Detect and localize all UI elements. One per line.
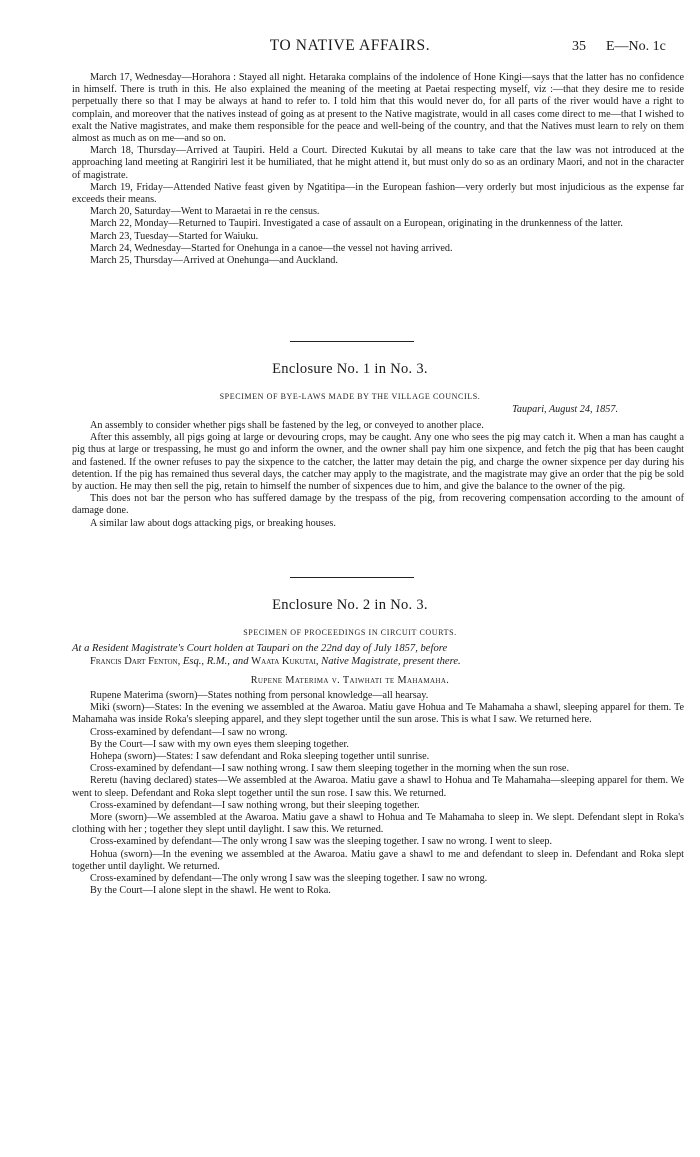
- journal-entries: [72, 72, 684, 267]
- testimony-paragraph: More (sworn)—We assembled at the Awaroa. Matiu gave a shawl to Hohua and Te Mahamaha to sleep in. We slept. Defendant slept in Roka's clothing with her ; together they slept until daylight. I saw this. We returned.: [72, 812, 684, 836]
- bye-laws-text: [72, 420, 684, 530]
- enclosure-1-heading: Enclosure No. 1 in No. 3.: [272, 361, 428, 377]
- court-preamble-text: , Esq., R.M., and: [177, 656, 249, 667]
- enclosure-2-heading: Enclosure No. 2 in No. 3.: [272, 597, 428, 613]
- journal-entry: March 20, Saturday—Went to Maraetai in re the census.: [90, 206, 320, 218]
- paper-reference: E—No. 1c: [606, 39, 666, 54]
- testimony-paragraph: Hohua (sworn)—In the evening we assembled at the Awaroa. Matiu gave a shawl to me and defendant to sleep in. Defendant and Roka slept together until daylight. We returned.: [72, 848, 684, 872]
- enclosure-1-dateline: Taupari, August 24, 1857.: [512, 404, 618, 415]
- testimony-paragraph: Rupene Materima (sworn)—States nothing from personal knowledge—all hearsay.: [90, 690, 429, 701]
- testimony-paragraph: Cross-examined by defendant—I saw nothing wrong. I saw them sleeping together in the morning when the sun rose.: [90, 763, 569, 775]
- testimony-paragraph: Cross-examined by defendant—I saw no wrong.: [90, 726, 288, 738]
- magistrate-name: Francis Dart Fenton: [90, 656, 178, 667]
- enclosure-2-subheading: SPECIMEN OF PROCEEDINGS IN CIRCUIT COURTS.: [243, 628, 457, 637]
- testimony-paragraph: Cross-examined by defendant—The only wrong I saw was the sleeping together. I saw no wrong. I went to sleep.: [90, 836, 553, 848]
- testimony-paragraph: By the Court—I saw with my own eyes them sleeping together.: [90, 738, 349, 750]
- testimony-paragraph: Reretu (having declared) states—We assembled at the Awaroa. Matiu gave a shawl to Hohua and Te Mahamaha—sleeping apparel for them. We went to sleep. Defendant and Roka slept together until the sun rose. I saw this. We returned.: [72, 775, 684, 799]
- enclosure-1-subheading: SPECIMEN OF BYE-LAWS MADE BY THE VILLAGE COUNCILS.: [219, 392, 481, 401]
- case-title: Rupene Materima v. Taiwhati te Mahamaha.: [250, 675, 450, 686]
- section-divider: [290, 341, 414, 342]
- section-divider: [290, 577, 414, 578]
- court-preamble: [72, 642, 684, 668]
- page-number: 35: [572, 39, 586, 54]
- journal-entry: March 19, Friday—Attended Native feast given by Ngatitipa—in the European fashion—very orderly but most injudicious as the expense far exceeds their means.: [72, 181, 684, 206]
- testimony-paragraph: Miki (sworn)—States: In the evening we assembled at the Awaroa. Matiu gave Hohua and Te Mahamaha a shawl, sleeping apparel for them. Te Mahamaha was inside Roka's sleeping apparel, and they slept together until the sun arose. This is what I saw. We returned here.: [72, 702, 684, 726]
- bye-law-paragraph: This does not bar the person who has suffered damage by the trespass of the pig, from recovering compensation according to the amount of damage done.: [72, 493, 684, 517]
- page-header: [0, 37, 700, 60]
- native-magistrate-name: Waata Kukutai: [251, 656, 316, 667]
- journal-entry: March 22, Monday—Returned to Taupiri. Investigated a case of assault on a European, originating in the drunkenness of the latter.: [90, 218, 623, 230]
- bye-law-paragraph: A similar law about dogs attacking pigs, or breaking houses.: [90, 517, 336, 529]
- journal-entry: March 18, Thursday—Arrived at Taupiri. Held a Court. Directed Kukutai by all means to take care that the law was not introduced at the approaching land meeting at Rangiriri lest it be humiliated, that he might attend it, but must only do so as an ordinary Maori, and not in the character of magistrate.: [72, 145, 684, 181]
- testimony-paragraph: By the Court—I alone slept in the shawl. He went to Roka.: [90, 885, 331, 897]
- court-proceedings: [72, 690, 684, 897]
- running-title: TO NATIVE AFFAIRS.: [269, 37, 431, 54]
- journal-entry: March 17, Wednesday—Horahora : Stayed all night. Hetaraka complains of the indolence of Hone Kingi—says that the latter has no confidence in himself. There is truth in this. He also explained the meaning of the meeting at Paetai respecting myself, viz :—that they desire me to reside perpetually there so that I may be always at hand to refer to. I told him that this would never do, for all parts of the river would have a right to complain, and moreover that the natives instead of going as at present to the Native magistrate, would in all cases come direct to me—that I wished to exalt the Native magistrates, and make them responsible for the peace and well-being of the country, and that the Natives must learn to rely on them almost as much as on me—and so on.: [72, 72, 684, 145]
- journal-entry: March 24, Wednesday—Started for Onehunga in a canoe—the vessel not having arrived.: [90, 242, 453, 254]
- bye-law-paragraph: An assembly to consider whether pigs shall be fastened by the leg, or conveyed to another place.: [90, 420, 484, 431]
- court-preamble-text: At a Resident Magistrate's Court holden at Taupari on the 22nd day of July 1857, before: [72, 643, 448, 654]
- journal-entry: March 25, Thursday—Arrived at Onehunga—and Auckland.: [90, 255, 338, 267]
- journal-entry: March 23, Tuesday—Started for Waiuku.: [90, 230, 259, 242]
- court-preamble-text: , Native Magistrate, present there.: [315, 656, 461, 667]
- bye-law-paragraph: After this assembly, all pigs going at large or devouring crops, may be caught. Any one who sees the pig may catch it. When a man has caught a pig thus at large or trespassing, he must go and inform the owner, and the owner shall pay him one sixpence, and fetch the pig that has been caught and fastened. If the owner refuses to pay the sixpence to the catcher, the latter may detain the pig, and charge the owner sixpence per day during his detention. If the pig has remained thus several days, the catcher may apply to the magistrate, and the magistrate may give an order that the pig be sold by auction. He may then sell the pig, retain to himself the number of sixpences due to him, and give the balance to the owner of the pig.: [72, 432, 684, 493]
- testimony-paragraph: Hohepa (sworn)—States: I saw defendant and Roka sleeping together until sunrise.: [90, 751, 430, 763]
- testimony-paragraph: Cross-examined by defendant—I saw nothing wrong, but their sleeping together.: [90, 799, 420, 811]
- testimony-paragraph: Cross-examined by defendant—The only wrong I saw was the sleeping together. I saw no wrong.: [90, 873, 488, 885]
